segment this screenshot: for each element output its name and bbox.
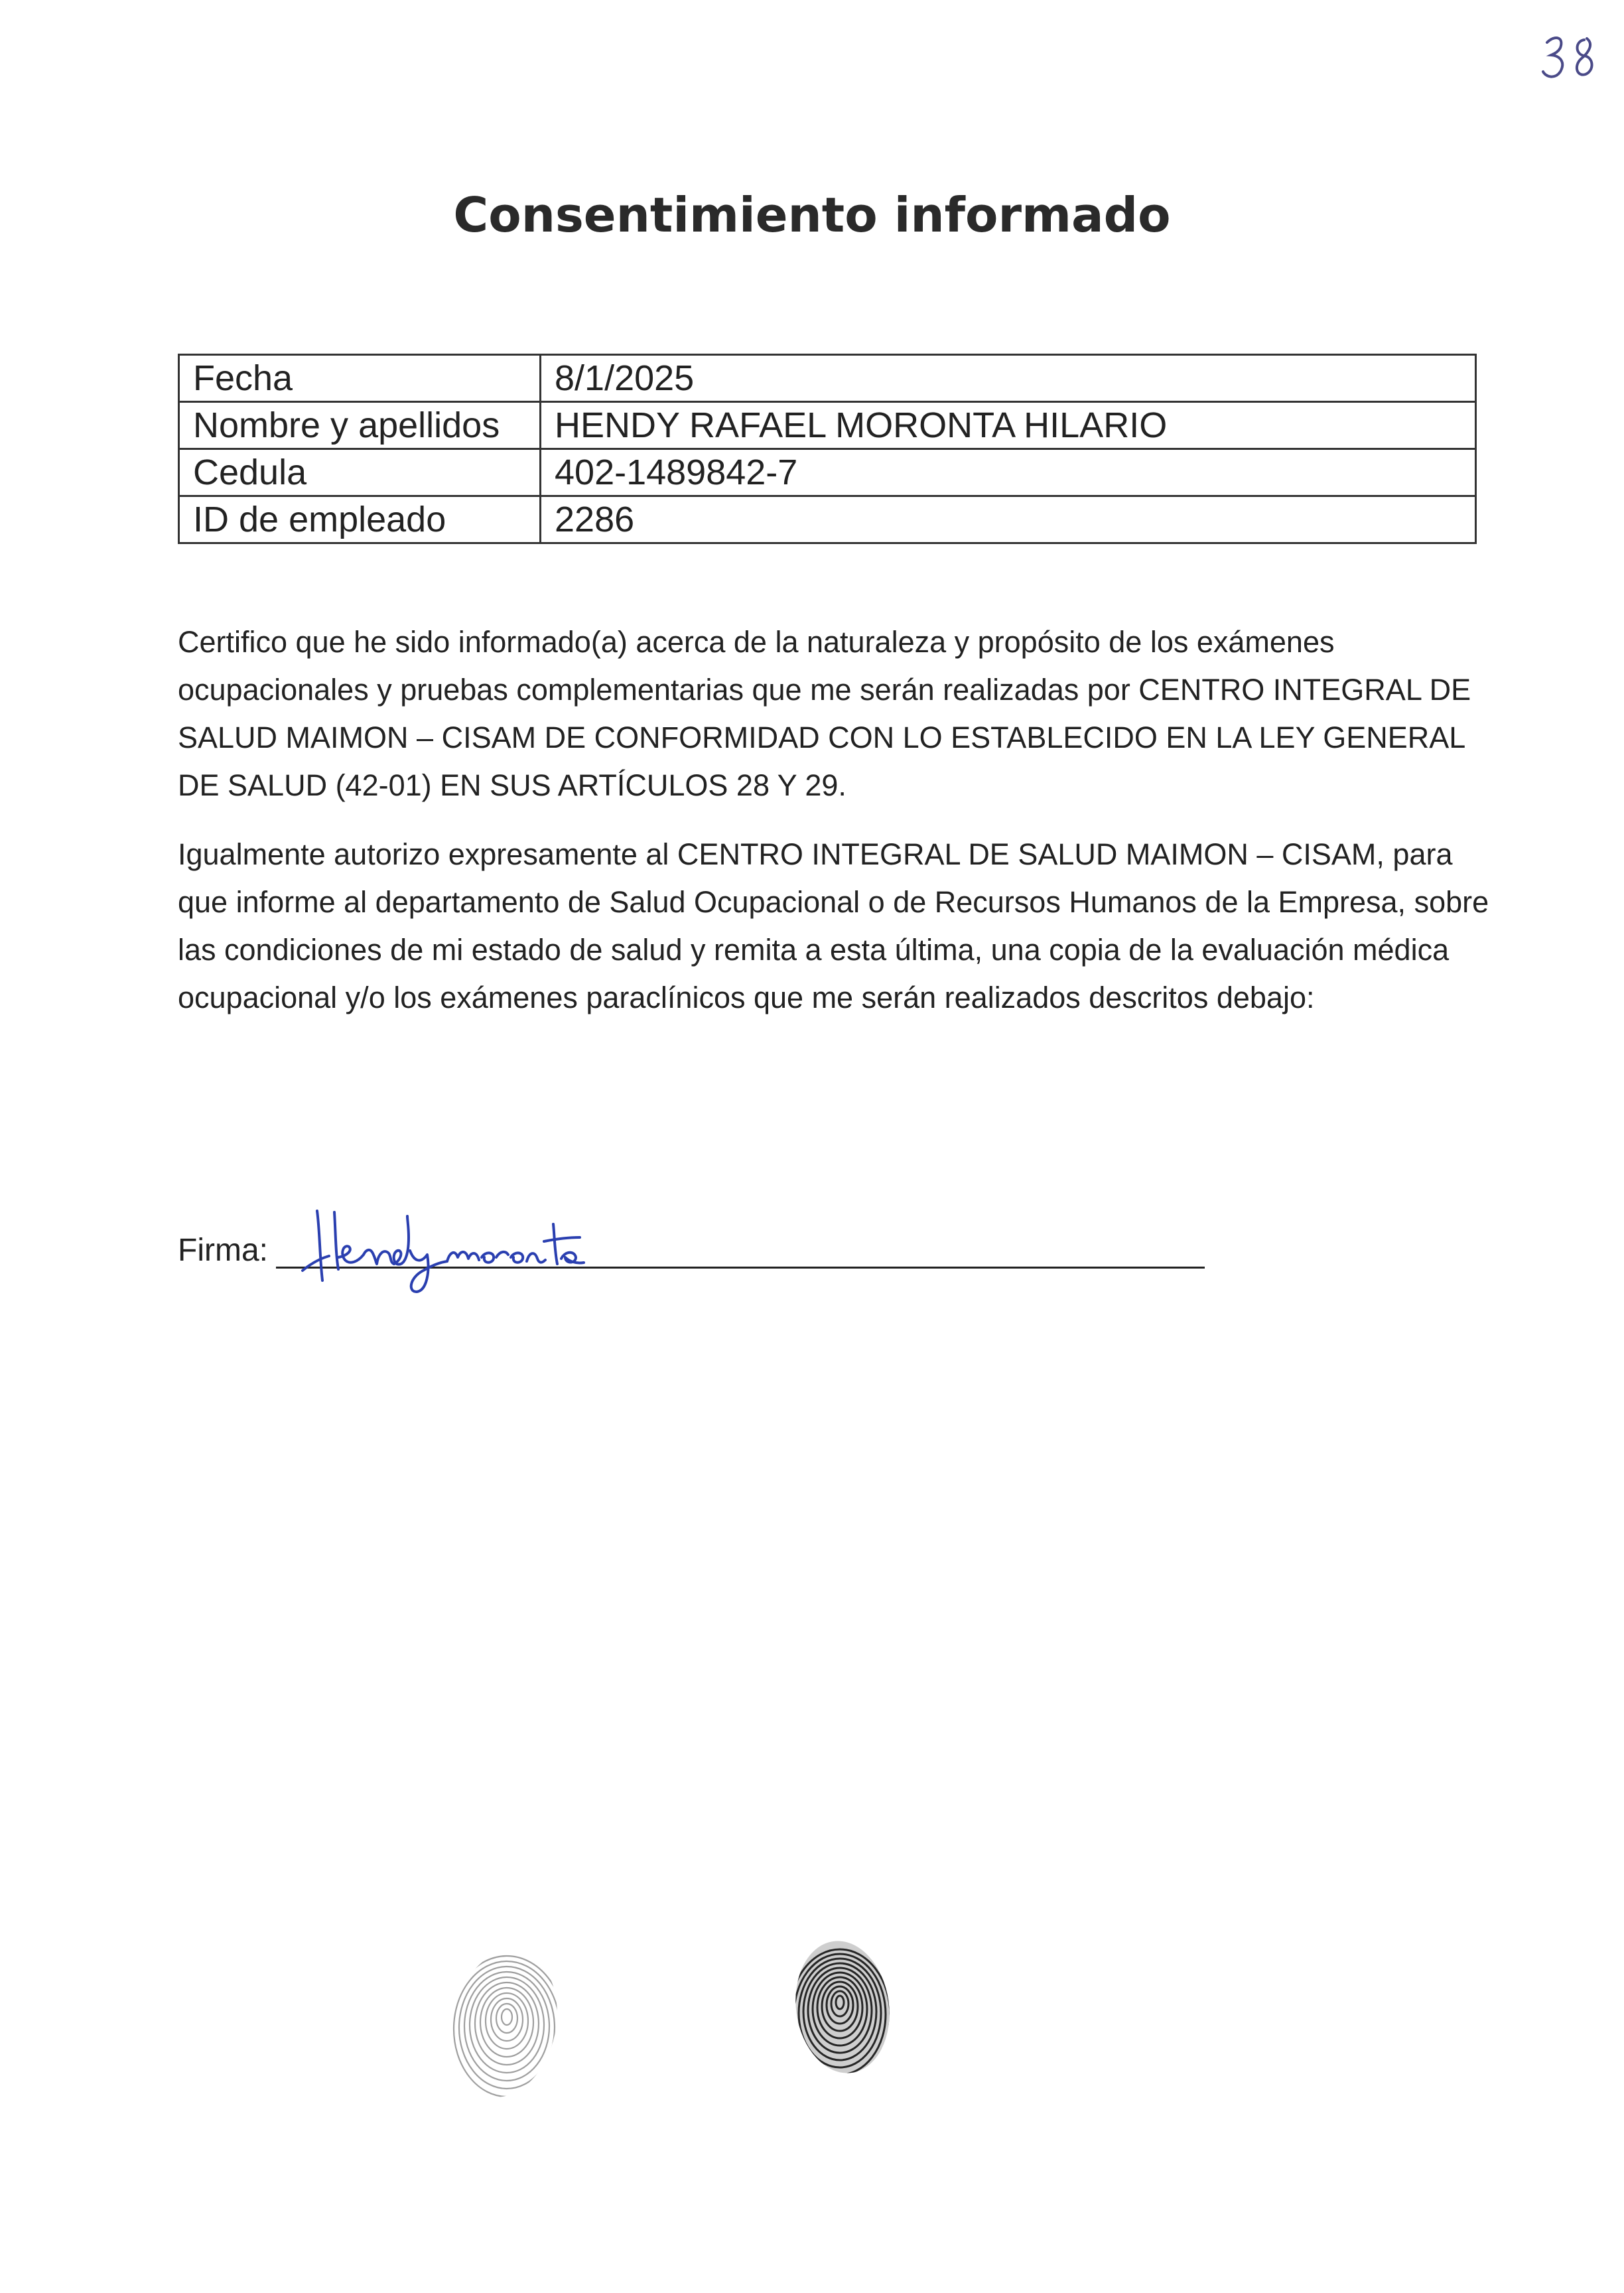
table-row bbox=[179, 496, 1476, 543]
page-number-handwritten bbox=[1538, 28, 1604, 88]
id-empleado-label: ID de empleado bbox=[179, 496, 541, 543]
table-row bbox=[179, 449, 1476, 496]
firma-label: Firma: bbox=[178, 1233, 268, 1268]
nombre-value: HENDY RAFAEL MORONTA HILARIO bbox=[541, 402, 1476, 449]
fecha-label: Fecha bbox=[179, 355, 541, 402]
left-fingerprint-image bbox=[438, 1937, 571, 2103]
cedula-value: 402-1489842-7 bbox=[541, 449, 1476, 496]
signature-block bbox=[178, 1198, 1206, 1277]
document-title: Consentimiento informado bbox=[453, 187, 1171, 243]
nombre-label: Nombre y apellidos bbox=[179, 402, 541, 449]
right-fingerprint-image bbox=[783, 1931, 902, 2083]
cedula-label: Cedula bbox=[179, 449, 541, 496]
authorization-paragraph: Igualmente autorizo expresamente al CENTRO INTEGRAL DE SALUD MAIMON – CISAM, para que informe al departamento de Salud Ocupacional o de Recursos Humanos de la Empresa, sobre las condiciones de mi estado de salud y remita a esta última, una copia de la evaluación médica ocupacional y/o los exámenes paraclínicos que me serán realizados descritos debajo: bbox=[178, 837, 1489, 1014]
id-empleado-value: 2286 bbox=[541, 496, 1476, 543]
fecha-value: 8/1/2025 bbox=[541, 355, 1476, 402]
certification-paragraph: Certifico que he sido informado(a) acerca de la naturaleza y propósito de los exámenes ocupacionales y pruebas complementarias que me serán realizadas por CENTRO INTEGRAL DE SALUD MAIMON – CISAM DE CONFORMIDAD CON LO ESTABLECIDO EN LA LEY GENERAL DE SALUD (42-01) EN SUS ARTÍCULOS 28 Y 29. bbox=[178, 625, 1471, 802]
employee-info-table bbox=[178, 354, 1477, 544]
table-row bbox=[179, 355, 1476, 402]
handwritten-signature bbox=[297, 1198, 669, 1297]
table-row bbox=[179, 402, 1476, 449]
